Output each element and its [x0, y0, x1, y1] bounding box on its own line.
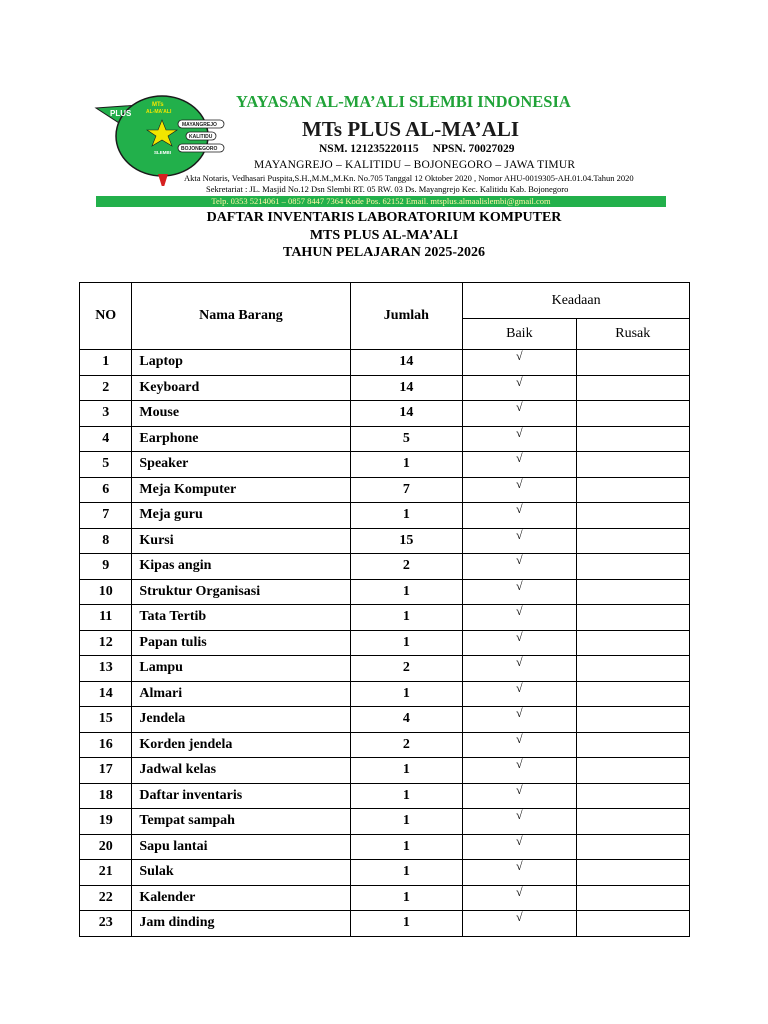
condition-good-cell — [463, 528, 576, 554]
condition-good-cell — [463, 401, 576, 427]
title-line-3: TAHUN PELAJARAN 2025-2026 — [283, 245, 485, 260]
logo-almaali-text: AL-MA'ALI — [146, 109, 172, 115]
condition-broken-cell — [576, 605, 690, 631]
school-name: MTs PLUS AL-MA’ALI — [302, 117, 520, 141]
condition-broken-cell — [576, 732, 690, 758]
item-quantity: 1 — [350, 579, 463, 605]
table-row — [80, 605, 690, 631]
inventory-table — [79, 282, 690, 937]
item-quantity: 14 — [350, 401, 463, 427]
item-name: Speaker — [132, 452, 350, 478]
document-title — [0, 209, 768, 262]
condition-good-cell — [463, 656, 576, 682]
table-row — [80, 579, 690, 605]
logo-tail — [158, 174, 168, 186]
check-mark-icon: √ — [516, 553, 523, 568]
logo-slembi-text: SLEMBI — [154, 150, 172, 155]
check-mark-icon: √ — [516, 731, 523, 746]
school-address: MAYANGREJO – KALITIDU – BOJONEGORO – JAWA TIMUR — [254, 159, 576, 171]
table-row — [80, 477, 690, 503]
logo-village-text: MAYANGREJO — [182, 122, 217, 128]
check-mark-icon: √ — [516, 349, 523, 364]
condition-broken-cell — [576, 503, 690, 529]
table-row — [80, 681, 690, 707]
condition-broken-cell — [576, 783, 690, 809]
condition-broken-cell — [576, 809, 690, 835]
item-name: Jam dinding — [132, 911, 350, 937]
header-condition: Keadaan — [463, 283, 690, 319]
registration-numbers — [319, 143, 528, 155]
table-row — [80, 656, 690, 682]
check-mark-icon: √ — [516, 757, 523, 772]
item-quantity: 2 — [350, 732, 463, 758]
condition-broken-cell — [576, 554, 690, 580]
row-number: 11 — [80, 605, 132, 631]
item-quantity: 1 — [350, 681, 463, 707]
logo-mts-text: MTs — [152, 102, 164, 108]
row-number: 10 — [80, 579, 132, 605]
item-quantity: 15 — [350, 528, 463, 554]
logo-regency-text: BOJONEGORO — [181, 146, 218, 152]
condition-good-cell — [463, 350, 576, 376]
table-row — [80, 401, 690, 427]
check-mark-icon: √ — [516, 884, 523, 899]
header-item-name: Nama Barang — [132, 283, 350, 350]
condition-good-cell — [463, 732, 576, 758]
check-mark-icon: √ — [516, 629, 523, 644]
table-row — [80, 452, 690, 478]
condition-broken-cell — [576, 885, 690, 911]
item-name: Sulak — [132, 860, 350, 886]
item-quantity: 2 — [350, 656, 463, 682]
item-name: Jendela — [132, 707, 350, 733]
row-number: 9 — [80, 554, 132, 580]
condition-broken-cell — [576, 681, 690, 707]
condition-broken-cell — [576, 375, 690, 401]
row-number: 6 — [80, 477, 132, 503]
row-number: 2 — [80, 375, 132, 401]
table-row — [80, 783, 690, 809]
table-row — [80, 732, 690, 758]
item-name: Meja Komputer — [132, 477, 350, 503]
title-line-1: DAFTAR INVENTARIS LABORATORIUM KOMPUTER — [206, 210, 562, 225]
table-row — [80, 911, 690, 937]
condition-broken-cell — [576, 579, 690, 605]
condition-broken-cell — [576, 528, 690, 554]
item-name: Kalender — [132, 885, 350, 911]
item-quantity: 5 — [350, 426, 463, 452]
item-name: Jadwal kelas — [132, 758, 350, 784]
row-number: 8 — [80, 528, 132, 554]
check-mark-icon: √ — [516, 425, 523, 440]
item-quantity: 1 — [350, 452, 463, 478]
table-row — [80, 834, 690, 860]
condition-good-cell — [463, 707, 576, 733]
check-mark-icon: √ — [516, 782, 523, 797]
condition-broken-cell — [576, 758, 690, 784]
item-quantity: 1 — [350, 834, 463, 860]
item-quantity: 1 — [350, 885, 463, 911]
row-number: 20 — [80, 834, 132, 860]
table-row — [80, 758, 690, 784]
table-row — [80, 350, 690, 376]
item-name: Kursi — [132, 528, 350, 554]
table-row — [80, 809, 690, 835]
row-number: 22 — [80, 885, 132, 911]
npsn-number: NPSN. 70027029 — [432, 143, 515, 155]
row-number: 4 — [80, 426, 132, 452]
row-number: 17 — [80, 758, 132, 784]
header-no: NO — [80, 283, 132, 350]
row-number: 16 — [80, 732, 132, 758]
condition-good-cell — [463, 477, 576, 503]
check-mark-icon: √ — [516, 476, 523, 491]
table-row — [80, 375, 690, 401]
item-quantity: 7 — [350, 477, 463, 503]
item-name: Meja guru — [132, 503, 350, 529]
item-name: Papan tulis — [132, 630, 350, 656]
table-row — [80, 707, 690, 733]
condition-broken-cell — [576, 911, 690, 937]
check-mark-icon: √ — [516, 451, 523, 466]
condition-good-cell — [463, 860, 576, 886]
header-quantity: Jumlah — [350, 283, 463, 350]
condition-broken-cell — [576, 426, 690, 452]
item-quantity: 1 — [350, 809, 463, 835]
condition-broken-cell — [576, 630, 690, 656]
row-number: 19 — [80, 809, 132, 835]
check-mark-icon: √ — [516, 833, 523, 848]
item-name: Almari — [132, 681, 350, 707]
check-mark-icon: √ — [516, 706, 523, 721]
table-row — [80, 885, 690, 911]
row-number: 14 — [80, 681, 132, 707]
condition-good-cell — [463, 579, 576, 605]
check-mark-icon: √ — [516, 859, 523, 874]
table-row — [80, 860, 690, 886]
condition-good-cell — [463, 809, 576, 835]
item-name: Earphone — [132, 426, 350, 452]
condition-broken-cell — [576, 860, 690, 886]
item-quantity: 2 — [350, 554, 463, 580]
logo-plus-text: PLUS — [110, 109, 132, 118]
notary-deed: Akta Notaris, Vedhasari Puspita,S.H.,M.M.,M.Kn. No.705 Tanggal 12 Oktober 2020 , Nomor AHU-0019305-AH.01.04.Tahun 2020 — [184, 173, 634, 183]
condition-broken-cell — [576, 401, 690, 427]
secretariat-address: Sekretariat : JL. Masjid No.12 Dsn Slembi RT. 05 RW. 03 Ds. Mayangrejo Kec. Kalitidu Kab. Bojonegoro — [206, 184, 569, 194]
condition-broken-cell — [576, 350, 690, 376]
table-row — [80, 528, 690, 554]
check-mark-icon: √ — [516, 578, 523, 593]
nsm-number: NSM. 121235220115 — [319, 143, 419, 155]
row-number: 3 — [80, 401, 132, 427]
table-row — [80, 554, 690, 580]
item-quantity: 1 — [350, 758, 463, 784]
condition-broken-cell — [576, 477, 690, 503]
condition-good-cell — [463, 681, 576, 707]
letterhead — [94, 90, 666, 210]
condition-broken-cell — [576, 834, 690, 860]
item-name: Daftar inventaris — [132, 783, 350, 809]
item-name: Struktur Organisasi — [132, 579, 350, 605]
condition-good-cell — [463, 911, 576, 937]
item-quantity: 14 — [350, 375, 463, 401]
check-mark-icon: √ — [516, 527, 523, 542]
item-quantity: 1 — [350, 783, 463, 809]
item-name: Tata Tertib — [132, 605, 350, 631]
condition-good-cell — [463, 452, 576, 478]
check-mark-icon: √ — [516, 655, 523, 670]
condition-broken-cell — [576, 452, 690, 478]
item-name: Sapu lantai — [132, 834, 350, 860]
row-number: 1 — [80, 350, 132, 376]
item-name: Laptop — [132, 350, 350, 376]
check-mark-icon: √ — [516, 502, 523, 517]
item-quantity: 1 — [350, 630, 463, 656]
title-line-2: MTS PLUS AL-MA’ALI — [309, 227, 459, 243]
check-mark-icon: √ — [516, 910, 523, 925]
item-name: Mouse — [132, 401, 350, 427]
row-number: 5 — [80, 452, 132, 478]
item-name: Kipas angin — [132, 554, 350, 580]
item-name: Lampu — [132, 656, 350, 682]
condition-good-cell — [463, 885, 576, 911]
check-mark-icon: √ — [516, 604, 523, 619]
row-number: 12 — [80, 630, 132, 656]
condition-good-cell — [463, 426, 576, 452]
row-number: 21 — [80, 860, 132, 886]
condition-good-cell — [463, 630, 576, 656]
row-number: 23 — [80, 911, 132, 937]
row-number: 7 — [80, 503, 132, 529]
condition-good-cell — [463, 758, 576, 784]
item-quantity: 1 — [350, 860, 463, 886]
item-quantity: 1 — [350, 605, 463, 631]
item-name: Tempat sampah — [132, 809, 350, 835]
condition-good-cell — [463, 605, 576, 631]
condition-good-cell — [463, 783, 576, 809]
table-row — [80, 426, 690, 452]
item-quantity: 1 — [350, 503, 463, 529]
condition-broken-cell — [576, 707, 690, 733]
condition-broken-cell — [576, 656, 690, 682]
header-good: Baik — [463, 319, 576, 350]
item-name: Korden jendela — [132, 732, 350, 758]
condition-good-cell — [463, 375, 576, 401]
condition-good-cell — [463, 503, 576, 529]
item-quantity: 14 — [350, 350, 463, 376]
contact-bar: Telp. 0353 5214061 – 0857 8447 7364 Kode Pos. 62152 Email. mtsplus.almaalislembi@gmail.com — [96, 196, 666, 207]
check-mark-icon: √ — [516, 374, 523, 389]
header-broken: Rusak — [576, 319, 690, 350]
row-number: 15 — [80, 707, 132, 733]
item-quantity: 4 — [350, 707, 463, 733]
row-number: 13 — [80, 656, 132, 682]
table-row — [80, 630, 690, 656]
condition-good-cell — [463, 834, 576, 860]
check-mark-icon: √ — [516, 808, 523, 823]
foundation-name: YAYASAN AL-MA’ALI SLEMBI INDONESIA — [236, 92, 571, 111]
check-mark-icon: √ — [516, 400, 523, 415]
table-row — [80, 503, 690, 529]
item-name: Keyboard — [132, 375, 350, 401]
check-mark-icon: √ — [516, 680, 523, 695]
row-number: 18 — [80, 783, 132, 809]
logo-district-text: KALITIDU — [189, 134, 213, 140]
condition-good-cell — [463, 554, 576, 580]
item-quantity: 1 — [350, 911, 463, 937]
